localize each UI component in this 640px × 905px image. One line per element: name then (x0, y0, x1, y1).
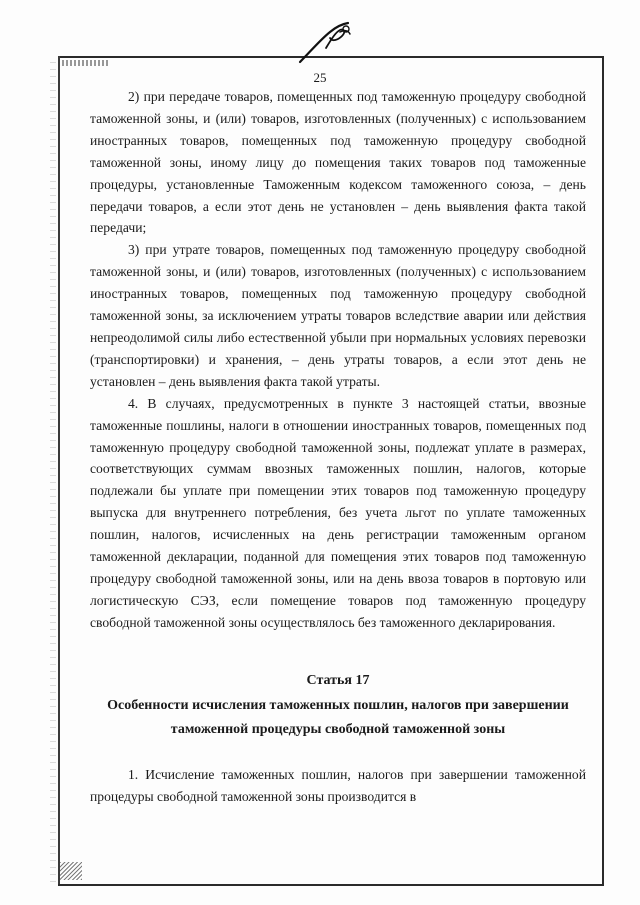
article-paragraph-1: 1. Исчисление таможенных пошлин, налогов при завершении таможенной процедуры свободной таможенной зоны производится в (90, 766, 586, 804)
scan-corner-mark-bottom (60, 862, 82, 880)
scan-edge-noise (50, 62, 56, 882)
handwritten-signature (296, 18, 356, 66)
paragraph-item-4: 4. В случаях, предусмотренных в пункте 3 настоящей статьи, ввозные таможенные пошлины, налоги в отношении иностранных товаров, помещенных под таможенную процедуру свободной таможенной зоны, подлежат уплате в размерах, соответствующих суммам ввозных таможенных пошлин, налогов, которые подлежали бы уплате при помещении этих товаров под таможенную процедуру выпуска для внутреннего потребления, без учета льгот по уплате таможенных пошлин, налогов, исчисленных на день регистрации таможенным органом таможенной декларации, поданной для помещения этих товаров под таможенную процедуру свободной таможенной зоны, или на день ввоза товаров в портовую или логистическую СЭЗ, если помещение товаров под таможенную процедуру свободной таможенной зоны осуществлялось без таможенного декларирования. (90, 395, 586, 630)
paragraph-item-3: 3) при утрате товаров, помещенных под таможенную процедуру свободной таможенной зоны, и (или) товаров, изготовленных (полученных) с использованием иностранных товаров, помещенных под таможенную процедуру свободной таможенной зоны, за исключением утраты товаров вследствие аварии или действия непреодолимой силы либо естественной убыли при нормальных условиях перевозки (транспортировки) и хранения, – день утраты товаров, а если этот день не установлен – день выявления факта такой утраты. (90, 242, 586, 389)
article-heading: Статья 17 (306, 672, 370, 688)
page-number: 25 (313, 70, 327, 85)
frame-left-border (58, 56, 60, 886)
frame-right-border (602, 56, 604, 884)
article-title: Особенности исчисления таможенных пошлин, налогов при завершении таможенной процедуры свободной таможенной зоны (107, 697, 569, 737)
scan-corner-mark (62, 60, 108, 66)
paragraph-item-2: 2) при передаче товаров, помещенных под таможенную процедуру свободной таможенной зоны, и (или) товаров, изготовленных (полученных) с использованием иностранных товаров, помещенных под таможенную процедуру свободной таможенной зоны, иному лицу до помещения таких товаров под таможенные процедуры, установленные Таможенным кодексом таможенного союза, – день передачи товаров, а если этот день не установлен – день выявления факта такой передачи; (90, 89, 586, 236)
document-body (90, 86, 586, 807)
frame-bottom-border (58, 884, 604, 886)
